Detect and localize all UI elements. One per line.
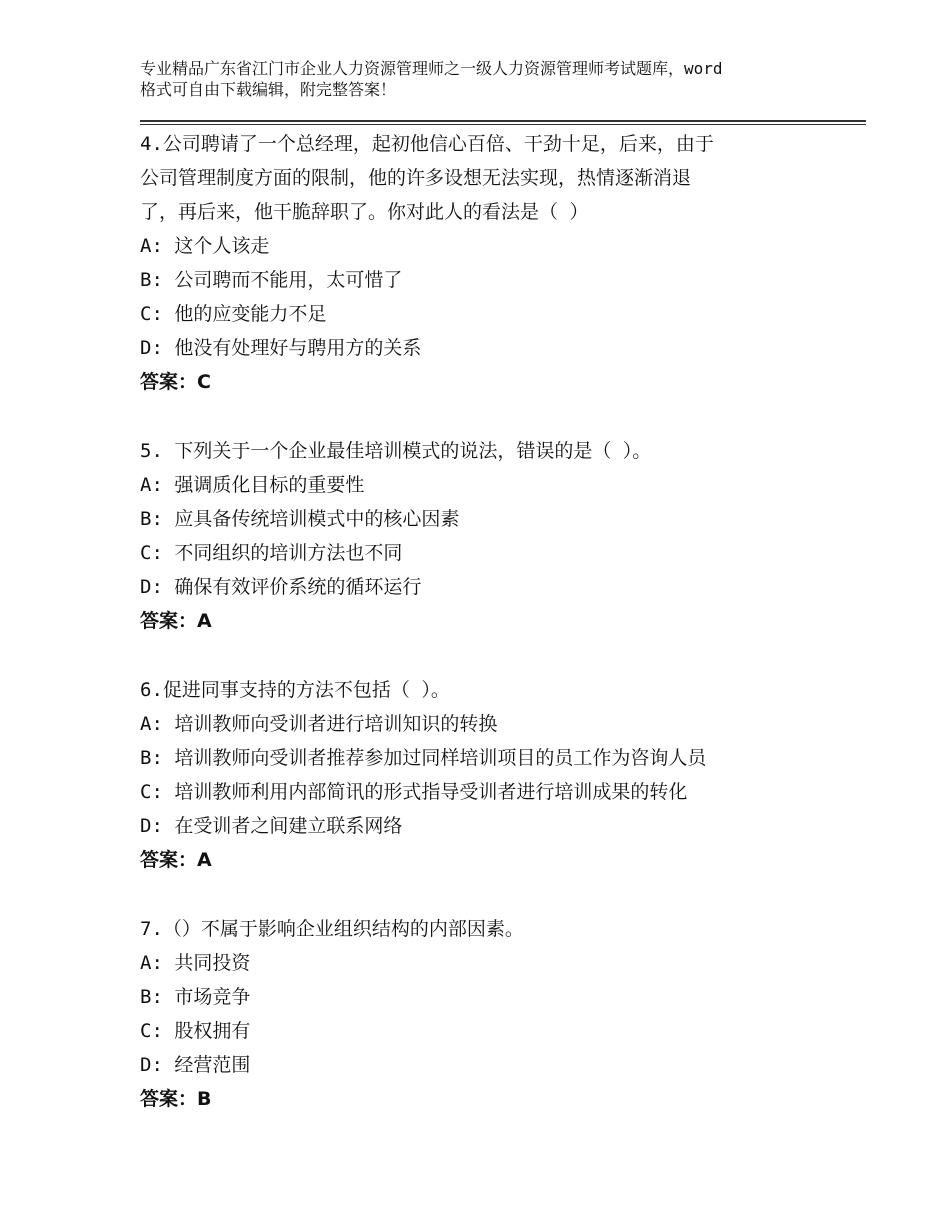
question-7-option-c: C: 股权拥有 xyxy=(140,1020,251,1042)
question-4-option-d: D: 他没有处理好与聘用方的关系 xyxy=(140,337,422,359)
question-5-option-b: B: 应具备传统培训模式中的核心因素 xyxy=(140,508,460,530)
question-4-stem-line-1: 4.公司聘请了一个总经理，起初他信心百倍、干劲十足，后来，由于 xyxy=(140,133,714,155)
header-rule-thin xyxy=(140,124,866,125)
header-line-2: 格式可自由下载编辑，附完整答案！ xyxy=(140,80,397,99)
question-6-answer: 答案：A xyxy=(140,849,212,871)
question-5-stem-line-1: 5. 下列关于一个企业最佳培训模式的说法，错误的是（ ）。 xyxy=(140,440,652,462)
question-6 xyxy=(140,673,860,877)
question-5 xyxy=(140,434,860,638)
question-4-stem-line-2: 公司管理制度方面的限制，他的许多设想无法实现，热情逐渐消退 xyxy=(140,167,692,189)
question-7-option-a: A: 共同投资 xyxy=(140,952,251,974)
question-4 xyxy=(140,127,860,399)
question-6-option-c: C: 培训教师利用内部简讯的形式指导受训者进行培训成果的转化 xyxy=(140,781,688,803)
question-7-stem-line-1: 7.（）不属于影响企业组织结构的内部因素。 xyxy=(140,918,524,940)
question-4-option-c: C: 他的应变能力不足 xyxy=(140,303,327,325)
question-6-option-d: D: 在受训者之间建立联系网络 xyxy=(140,815,403,837)
question-4-stem-line-3: 了，再后来，他干脆辞职了。你对此人的看法是（ ） xyxy=(140,201,589,223)
question-6-stem-line-1: 6.促进同事支持的方法不包括（ ）。 xyxy=(140,679,450,701)
question-7-answer: 答案：B xyxy=(140,1088,212,1110)
question-5-answer: 答案：A xyxy=(140,610,212,632)
question-4-option-b: B: 公司聘而不能用，太可惜了 xyxy=(140,269,403,291)
header-line-1: 专业精品广东省江门市企业人力资源管理师之一级人力资源管理师考试题库，word xyxy=(140,59,723,78)
question-7 xyxy=(140,912,860,1116)
question-5-option-d: D: 确保有效评价系统的循环运行 xyxy=(140,576,422,598)
question-5-option-c: C: 不同组织的培训方法也不同 xyxy=(140,542,403,564)
question-4-option-a: A: 这个人该走 xyxy=(140,235,270,257)
question-7-option-b: B: 市场竞争 xyxy=(140,986,251,1008)
question-4-answer: 答案：C xyxy=(140,371,211,393)
question-5-option-a: A: 强调质化目标的重要性 xyxy=(140,474,365,496)
question-6-option-b: B: 培训教师向受训者推荐参加过同样培训项目的员工作为咨询人员 xyxy=(140,747,707,769)
question-7-option-d: D: 经营范围 xyxy=(140,1054,251,1076)
question-6-option-a: A: 培训教师向受训者进行培训知识的转换 xyxy=(140,713,498,735)
document-header xyxy=(140,58,830,100)
header-rule-thick xyxy=(140,120,866,122)
